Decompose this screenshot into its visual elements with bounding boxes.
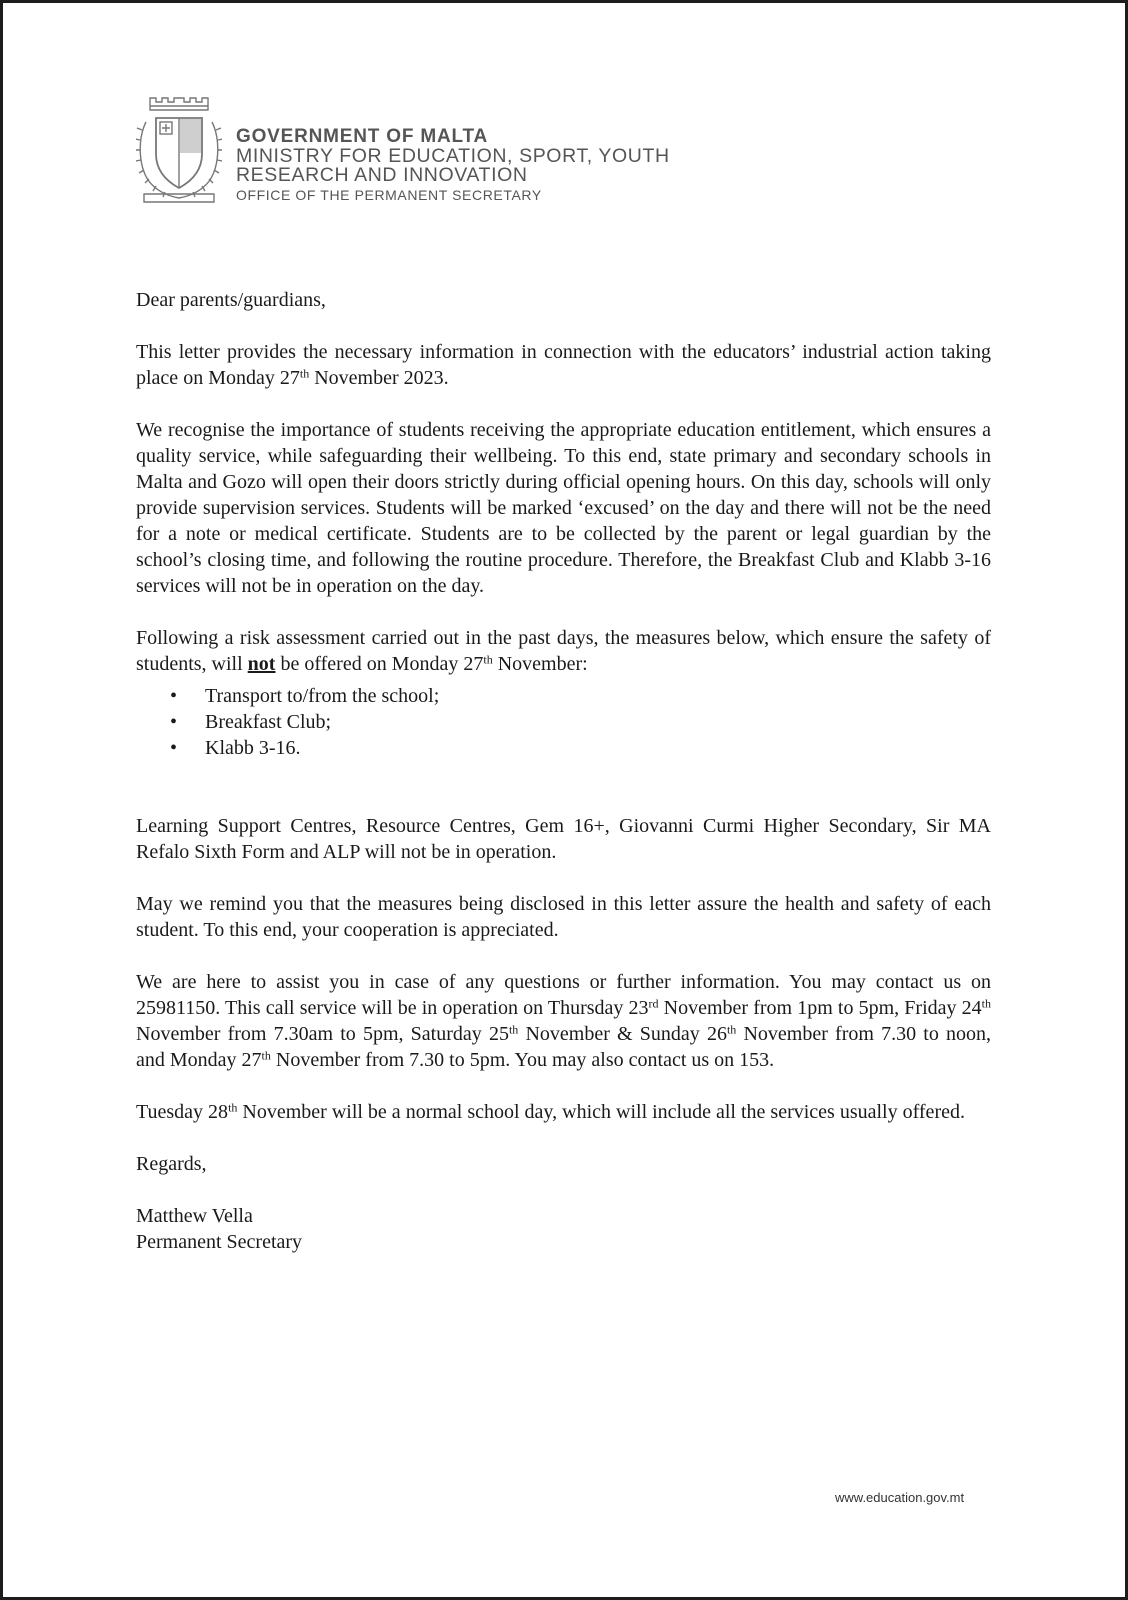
- ordinal-suffix: th: [261, 1048, 271, 1063]
- paragraph-supervision: We recognise the importance of students receiving the appropriate education entitlement, which ensures a quality service, while safeguarding their wellbeing. To this end, state primary and secondary schools in Malta and Gozo will open their doors strictly during official opening hours. On this day, schools will only provide supervision services. Students will be marked ‘excused’ on the day and there will not be the need for a note or medical certificate. Students are to be collected by the parent or legal guardian by the school’s closing time, and following the routine procedure. Therefore, the Breakfast Club and Klabb 3-16 services will not be in operation on the day.: [136, 419, 991, 597]
- ordinal-suffix: th: [483, 652, 493, 667]
- text-span: November from 7.30am to 5pm, Saturday 25: [136, 1023, 509, 1045]
- emphasis-not: not: [247, 653, 276, 675]
- signature-block: [136, 1203, 991, 1255]
- paragraph-centres: Learning Support Centres, Resource Centres, Gem 16+, Giovanni Curmi Higher Secondary, Sir MA Refalo Sixth Form and ALP will not be in operation.: [136, 815, 991, 863]
- text-span: November from 7.30 to noon, and Monday 27: [136, 1023, 991, 1071]
- text-span: This letter provides the necessary information in connection with the educators’ industrial action taking place on Monday 27: [136, 341, 991, 389]
- paragraph-contact: [136, 969, 991, 1073]
- malta-coat-of-arms-icon: [136, 94, 222, 206]
- closing: Regards,: [136, 1153, 207, 1175]
- text-span: November:: [492, 653, 588, 675]
- paragraph-risk-assessment: [136, 625, 991, 677]
- greeting: Dear parents/guardians,: [136, 289, 326, 311]
- paragraph-reminder: May we remind you that the measures being disclosed in this letter assure the health and safety of each student. To this end, your cooperation is appreciated.: [136, 893, 991, 941]
- ministry-title-line1: MINISTRY FOR EDUCATION, SPORT, YOUTH: [236, 145, 670, 167]
- text-span: November 2023.: [309, 367, 449, 389]
- text-span: We are here to assist you in case of any questions or further information. You may contact us on 25981150. This call service will be in operation on Thursday 23: [136, 971, 991, 1019]
- text-span: Tuesday 28: [136, 1101, 229, 1123]
- ordinal-suffix: th: [299, 366, 310, 381]
- text-span: November from 7.30 to 5pm. You may also contact us on 153.: [270, 1049, 775, 1071]
- text-span: November from 1pm to 5pm, Friday 24: [658, 997, 982, 1019]
- paragraph-normal-day: [136, 1099, 991, 1125]
- ordinal-suffix: th: [726, 1022, 737, 1037]
- services-list: [136, 683, 991, 761]
- list-item: • Transport to/from the school;: [136, 683, 991, 709]
- ministry-title-line2: RESEARCH AND INNOVATION: [236, 164, 528, 186]
- footer-website: www.education.gov.mt: [835, 1490, 965, 1505]
- ordinal-suffix: th: [981, 996, 992, 1011]
- organization-name: [236, 127, 670, 205]
- list-item: • Klabb 3-16.: [136, 735, 991, 761]
- list-item: • Breakfast Club;: [136, 709, 991, 735]
- letter-body: [136, 287, 991, 1255]
- ordinal-suffix: rd: [648, 996, 659, 1011]
- office-title: OFFICE OF THE PERMANENT SECRETARY: [236, 187, 542, 203]
- text-span: November will be a normal school day, which will include all the services usually offered.: [237, 1101, 965, 1123]
- paragraph-intro: [136, 339, 991, 391]
- signatory-name: Matthew Vella: [136, 1205, 253, 1227]
- page-border-top: [0, 0, 1128, 3]
- ordinal-suffix: th: [228, 1100, 238, 1115]
- letterhead: [136, 94, 836, 214]
- ordinal-suffix: th: [508, 1022, 519, 1037]
- text-span: be offered on Monday 27: [275, 653, 484, 675]
- government-title: GOVERNMENT OF MALTA: [236, 126, 488, 147]
- signatory-title: Permanent Secretary: [136, 1231, 303, 1253]
- page-border-left: [0, 0, 3, 1600]
- text-span: November & Sunday 26: [518, 1023, 727, 1045]
- text-span: Following a risk assessment carried out in the past days, the measures below, which ensure the safety of students, will: [136, 627, 991, 675]
